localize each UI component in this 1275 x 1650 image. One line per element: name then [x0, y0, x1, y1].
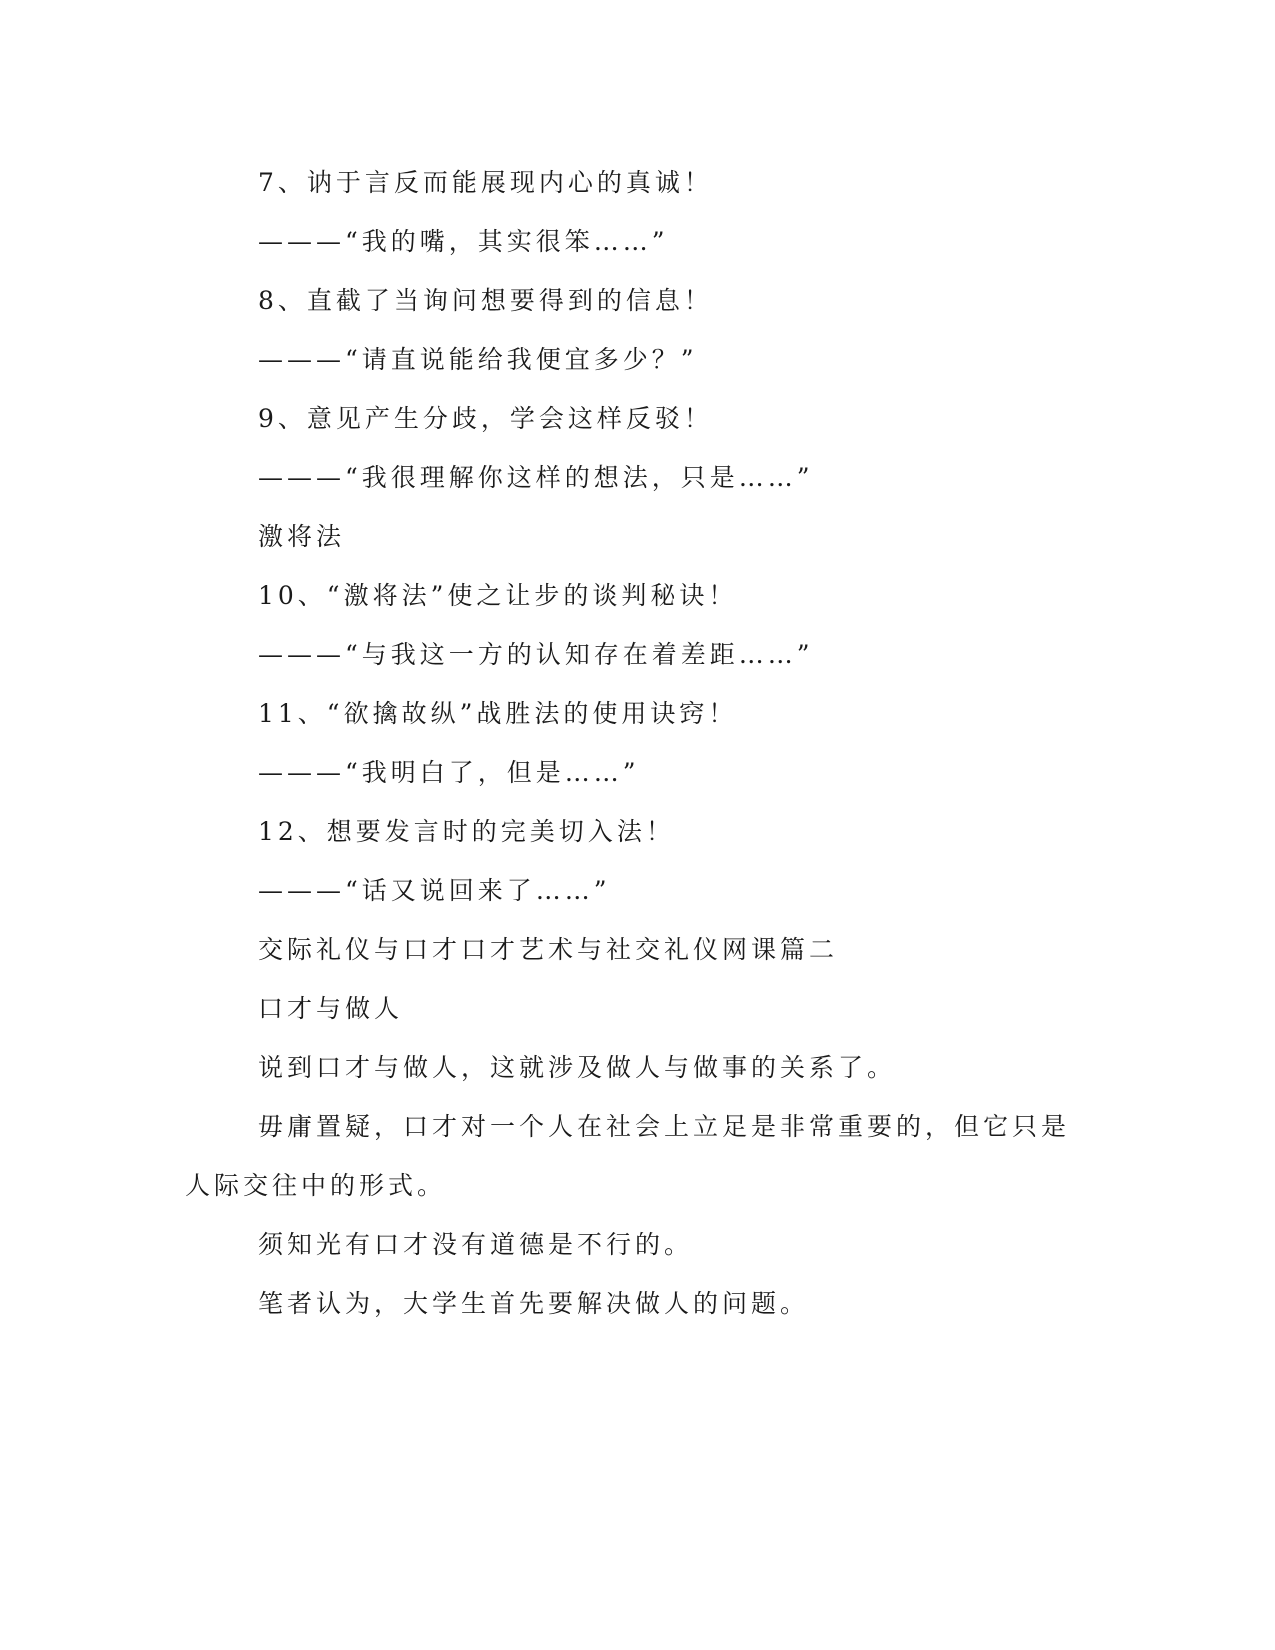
quote-item-7: ———“我的嘴，其实很笨……”	[258, 227, 669, 256]
quote-item-10: ———“与我这一方的认知存在着差距……”	[258, 640, 814, 669]
heading-item-12: 12、想要发言时的完美切入法！	[258, 817, 675, 846]
section-title-jijiangfa: 激将法	[258, 522, 346, 551]
heading-item-10: 10、“激将法”使之让步的谈判秘诀！	[258, 581, 738, 610]
paragraph-4: 笔者认为，大学生首先要解决做人的问题。	[258, 1289, 810, 1318]
heading-item-11: 11、“欲擒故纵”战胜法的使用诀窍！	[258, 699, 738, 728]
quote-item-9: ———“我很理解你这样的想法，只是……”	[258, 463, 814, 492]
quote-item-11: ———“我明白了，但是……”	[258, 758, 640, 787]
heading-item-9: 9、意见产生分歧，学会这样反驳！	[258, 404, 713, 433]
paragraph-2-line-1: 毋庸置疑，口才对一个人在社会上立足是非常重要的，但它只是	[258, 1112, 1071, 1141]
paragraph-3: 须知光有口才没有道德是不行的。	[258, 1230, 694, 1259]
heading-item-7: 7、讷于言反而能展现内心的真诚！	[258, 168, 713, 197]
quote-item-12: ———“话又说回来了……”	[258, 876, 611, 905]
chapter-title: 交际礼仪与口才口才艺术与社交礼仪网课篇二	[258, 935, 839, 964]
quote-item-8: ———“请直说能给我便宜多少？”	[258, 345, 698, 374]
heading-item-8: 8、直截了当询问想要得到的信息！	[258, 286, 713, 315]
paragraph-2-line-2: 人际交往中的形式。	[185, 1171, 447, 1200]
section-title-koucai-zuoren: 口才与做人	[258, 994, 404, 1023]
paragraph-1: 说到口才与做人，这就涉及做人与做事的关系了。	[258, 1053, 897, 1082]
